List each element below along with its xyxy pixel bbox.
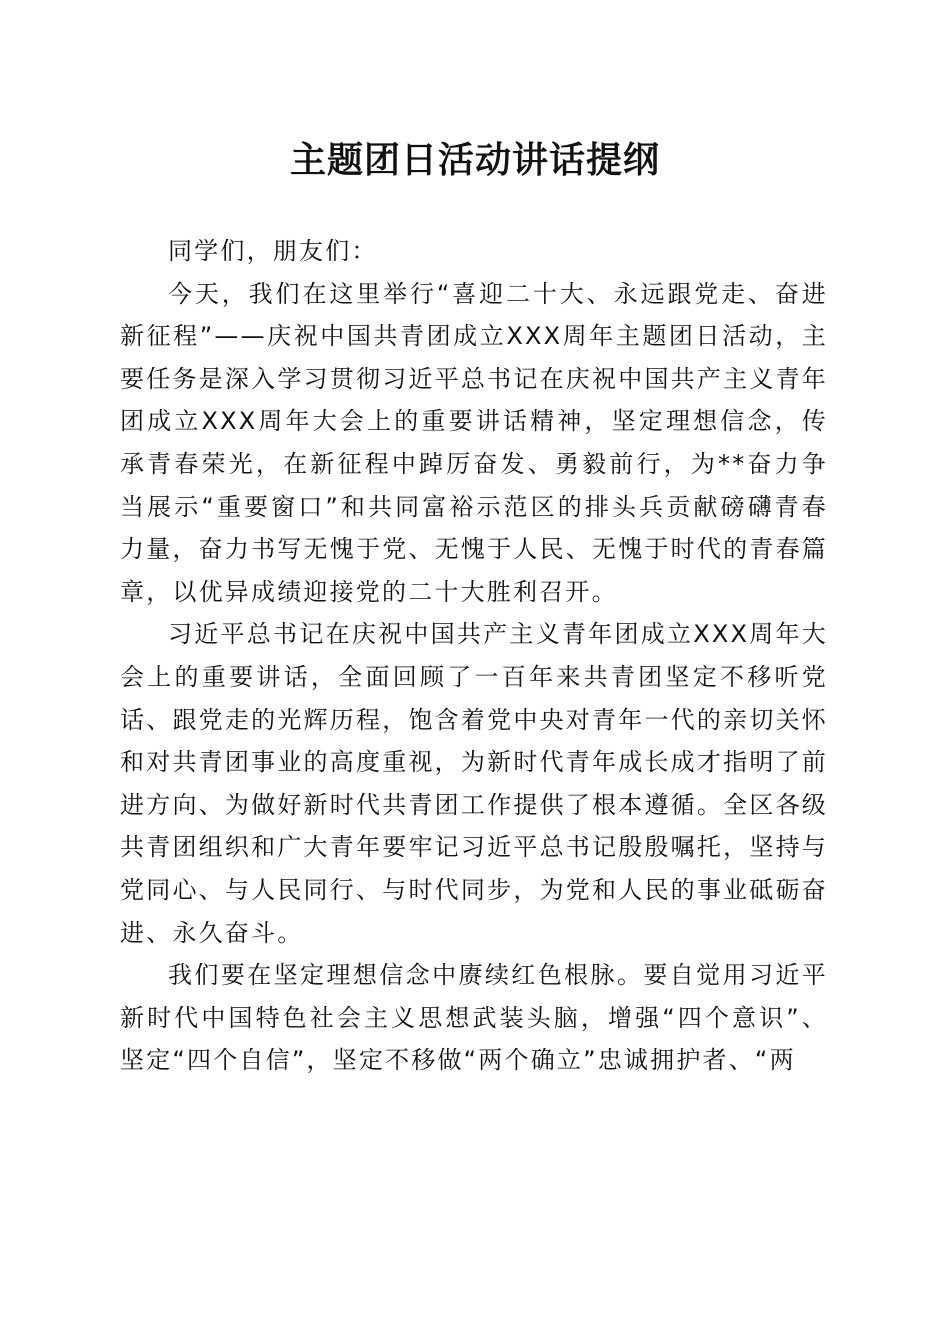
- document-body: [120, 230, 828, 1082]
- document-title: 主题团日活动讲话提纲: [289, 139, 660, 181]
- body-paragraph: 习近平总书记在庆祝中国共产主义青年团成立XXX周年大会上的重要讲话，全面回顾了一百年来共青团坚定不移听党话、跟党走的光辉历程，饱含着党中央对青年一代的亲切关怀和对共青团事业的高度重视，为新时代青年成长成才指明了前进方向、为做好新时代共青团工作提供了根本遵循。全区各级共青团组织和广大青年要牢记习近平总书记殷殷嘱托，坚持与党同心、与人民同行、与时代同步，为党和人民的事业砥砺奋进、永久奋斗。: [120, 620, 828, 947]
- body-paragraph: 我们要在坚定理想信念中赓续红色根脉。要自觉用习近平新时代中国特色社会主义思想武装头脑，增强“四个意识”、坚定“四个自信”，坚定不移做“两个确立”忠诚拥护者、“两: [120, 961, 828, 1075]
- body-paragraph: 今天，我们在这里举行“喜迎二十大、永远跟党走、奋进新征程”——庆祝中国共青团成立XXX周年主题团日活动，主要任务是深入学习贯彻习近平总书记在庆祝中国共产主义青年团成立XXX周年大会上的重要讲话精神，坚定理想信念，传承青春荣光，在新征程中踔厉奋发、勇毅前行，为**奋力争当展示“重要窗口”和共同富裕示范区的排头兵贡献磅礴青春力量，奋力书写无愧于党、无愧于人民、无愧于时代的青春篇章，以优异成绩迎接党的二十大胜利召开。: [120, 279, 828, 606]
- salutation-paragraph: 同学们，朋友们：: [168, 237, 378, 265]
